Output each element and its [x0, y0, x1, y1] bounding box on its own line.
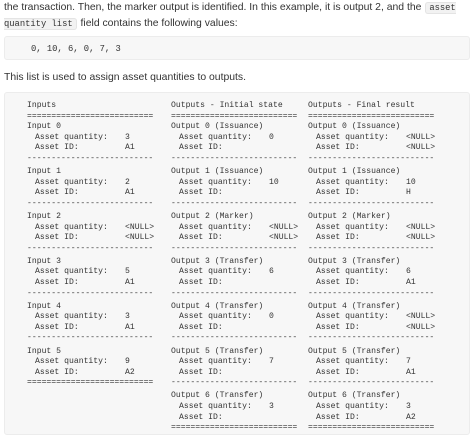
field-label: Asset ID: [179, 367, 223, 377]
double-rule: ========================== [171, 111, 298, 121]
asset-quantity-row [171, 133, 303, 144]
field-label: Asset ID: [35, 278, 79, 287]
field-label: Asset ID: [35, 322, 79, 332]
field-label: Asset quantity: [35, 222, 108, 232]
asset-quantity-row [171, 312, 303, 323]
asset-quantity-row [27, 312, 159, 323]
field-label: Asset quantity: [35, 132, 108, 142]
field-value: <NULL> [125, 233, 155, 243]
asset-id-row [171, 368, 303, 379]
dash-rule: -------------------------- [308, 378, 435, 388]
field-label: Asset quantity: [316, 267, 389, 277]
outputs-final-column [308, 101, 440, 434]
field-label: Asset quantity: [316, 312, 389, 322]
field-value: 3 [269, 402, 274, 412]
dash-rule: -------------------------- [27, 288, 154, 298]
inline-code: asset quantity list [4, 3, 456, 29]
field-value: <NULL> [406, 233, 436, 243]
field-value: <NULL> [406, 132, 436, 142]
dash-rule: -------------------------- [171, 198, 298, 208]
asset-quantity-row [308, 178, 440, 189]
dash-rule: -------------------------- [27, 333, 154, 343]
field-value: <NULL> [269, 233, 299, 243]
asset-quantity-row [308, 357, 440, 368]
dash-rule: -------------------------- [171, 288, 298, 298]
entry-title: Output 1 (Issuance) [308, 167, 401, 177]
entry-title: Output 3 (Transfer) [308, 256, 401, 266]
asset-id-row [27, 368, 159, 379]
asset-id-row [171, 188, 303, 199]
asset-id-row [308, 368, 440, 379]
field-label: Asset ID: [316, 278, 360, 287]
field-label: Asset ID: [179, 143, 223, 153]
field-label: Asset ID: [316, 322, 360, 332]
entry-title: Output 2 (Marker) [308, 211, 391, 221]
outputs-initial-column [171, 101, 303, 434]
dash-rule: -------------------------- [27, 198, 154, 208]
field-label: Asset ID: [179, 412, 223, 422]
dash-rule: -------------------------- [171, 378, 298, 388]
asset-quantity-row [308, 312, 440, 323]
field-label: Asset ID: [316, 367, 360, 377]
field-label: Asset ID: [179, 322, 223, 332]
field-label: Asset ID: [179, 278, 223, 287]
asset-id-row [171, 413, 303, 424]
dash-rule: -------------------------- [308, 153, 435, 163]
asset-quantity-row [27, 133, 159, 144]
field-value: 7 [269, 357, 274, 367]
row-gap [27, 389, 159, 392]
asset-id-row [27, 278, 159, 289]
field-value: 0 [269, 312, 274, 322]
asset-id-row [308, 278, 440, 289]
field-label: Asset ID: [35, 233, 79, 243]
asset-quantity-row [27, 178, 159, 189]
intro-text-after: field contains the following values: [80, 18, 238, 29]
dash-rule: -------------------------- [308, 288, 435, 298]
asset-id-row [171, 233, 303, 244]
double-rule: ========================== [308, 111, 435, 121]
inputs-column [27, 101, 159, 391]
field-value: A1 [125, 278, 135, 287]
field-label: Asset ID: [179, 188, 223, 198]
field-label: Asset quantity: [179, 402, 252, 412]
asset-quantity-row [308, 223, 440, 234]
dash-rule: -------------------------- [171, 153, 298, 163]
entry-title: Output 0 (Issuance) [308, 122, 401, 132]
asset-id-row [308, 413, 440, 424]
field-value: <NULL> [406, 222, 436, 232]
field-label: Asset quantity: [316, 132, 389, 142]
field-value: A2 [125, 367, 135, 377]
dash-rule: -------------------------- [171, 333, 298, 343]
asset-quantity-row [171, 267, 303, 278]
asset-id-row [171, 323, 303, 334]
field-value: <NULL> [406, 312, 436, 322]
field-value: A1 [406, 278, 416, 287]
entry-title: Output 2 (Marker) [171, 211, 254, 221]
entry-title: Output 1 (Issuance) [171, 167, 264, 177]
field-label: Asset quantity: [316, 177, 389, 187]
entry-title: Input 3 [27, 256, 61, 266]
field-value: 3 [125, 132, 130, 142]
field-label: Asset quantity: [179, 177, 252, 187]
field-label: Asset quantity: [35, 312, 108, 322]
asset-quantity-row [171, 223, 303, 234]
dash-rule: -------------------------- [171, 243, 298, 253]
field-value: H [406, 188, 411, 198]
field-label: Asset quantity: [179, 312, 252, 322]
code-block-text: 0, 10, 6, 0, 7, 3 [31, 44, 121, 54]
field-value: 3 [406, 402, 411, 412]
field-label: Asset quantity: [35, 177, 108, 187]
asset-id-row [171, 143, 303, 154]
field-value: <NULL> [125, 222, 155, 232]
asset-quantity-row [171, 357, 303, 368]
field-label: Asset ID: [35, 188, 79, 198]
field-value: 6 [406, 267, 411, 277]
field-label: Asset ID: [316, 143, 360, 153]
field-label: Asset quantity: [316, 402, 389, 412]
entry-title: Input 1 [27, 167, 61, 177]
field-value: A1 [125, 143, 135, 153]
field-label: Asset quantity: [179, 357, 252, 367]
double-rule: ========================== [27, 111, 154, 121]
field-label: Asset quantity: [35, 267, 108, 277]
field-label: Asset quantity: [179, 132, 252, 142]
dash-rule: -------------------------- [308, 198, 435, 208]
entry-title: Input 2 [27, 211, 61, 221]
field-value: 0 [269, 132, 274, 142]
asset-id-row [27, 233, 159, 244]
asset-id-row [27, 188, 159, 199]
asset-id-row [308, 323, 440, 334]
field-value: <NULL> [406, 322, 436, 332]
asset-quantity-row [171, 402, 303, 413]
dash-rule: -------------------------- [27, 243, 154, 253]
field-value: 7 [406, 357, 411, 367]
entry-title: Output 6 (Transfer) [171, 391, 264, 401]
entry-title: Input 4 [27, 301, 61, 311]
field-value: A1 [406, 367, 416, 377]
double-rule: ========================== [308, 423, 435, 433]
asset-id-row [27, 323, 159, 334]
field-value: <NULL> [269, 222, 299, 232]
entry-title: Output 6 (Transfer) [308, 391, 401, 401]
asset-id-row [308, 188, 440, 199]
entry-title: Output 0 (Issuance) [171, 122, 264, 132]
field-value: A1 [125, 188, 135, 198]
column-header: Outputs - Final result [308, 101, 415, 110]
entry-title: Output 3 (Transfer) [171, 256, 264, 266]
field-label: Asset ID: [179, 233, 223, 243]
field-value: 3 [125, 312, 130, 322]
field-label: Asset ID: [35, 367, 79, 377]
entry-title: Input 5 [27, 346, 61, 356]
transaction-table [4, 92, 470, 435]
field-label: Asset quantity: [35, 357, 108, 367]
assignment-paragraph: This list is used to assign asset quantities to outputs. [4, 72, 246, 83]
entry-title: Output 4 (Transfer) [171, 301, 264, 311]
intro-text-before: the transaction. Then, the marker output is identified. In this example, it is output 2, and the [4, 2, 422, 13]
field-label: Asset quantity: [316, 222, 389, 232]
column-header: Inputs [27, 101, 57, 110]
field-value: 9 [125, 357, 130, 367]
field-value: 6 [269, 267, 274, 277]
column-header: Outputs - Initial state [171, 101, 283, 110]
entry-title: Output 5 (Transfer) [308, 346, 401, 356]
asset-quantity-row [27, 223, 159, 234]
field-value: 10 [406, 177, 416, 187]
dash-rule: -------------------------- [308, 333, 435, 343]
asset-id-row [308, 143, 440, 154]
entry-title: Output 5 (Transfer) [171, 346, 264, 356]
asset-quantity-row [308, 133, 440, 144]
field-label: Asset quantity: [179, 222, 252, 232]
intro-paragraph [4, 0, 470, 32]
asset-quantity-row [308, 402, 440, 413]
field-label: Asset ID: [35, 143, 79, 153]
field-value: 5 [125, 267, 130, 277]
double-rule: ========================== [27, 378, 154, 388]
entry-title: Input 0 [27, 122, 61, 132]
field-value: <NULL> [406, 143, 436, 153]
dash-rule: -------------------------- [27, 153, 154, 163]
asset-quantity-row [27, 357, 159, 368]
field-value: A2 [406, 412, 416, 422]
entry-title: Output 4 (Transfer) [308, 301, 401, 311]
dash-rule: -------------------------- [308, 243, 435, 253]
asset-quantity-row [171, 178, 303, 189]
asset-id-row [171, 278, 303, 289]
field-label: Asset quantity: [179, 267, 252, 277]
asset-quantity-row [308, 267, 440, 278]
double-rule: ========================== [171, 423, 298, 433]
field-label: Asset ID: [316, 188, 360, 198]
asset-id-row [308, 233, 440, 244]
field-label: Asset ID: [316, 233, 360, 243]
asset-quantity-code-block [4, 36, 470, 60]
field-label: Asset ID: [316, 412, 360, 422]
asset-quantity-row [27, 267, 159, 278]
field-value: A1 [125, 322, 135, 332]
field-label: Asset quantity: [316, 357, 389, 367]
field-value: 2 [125, 177, 130, 187]
asset-id-row [27, 143, 159, 154]
field-value: 10 [269, 177, 279, 187]
